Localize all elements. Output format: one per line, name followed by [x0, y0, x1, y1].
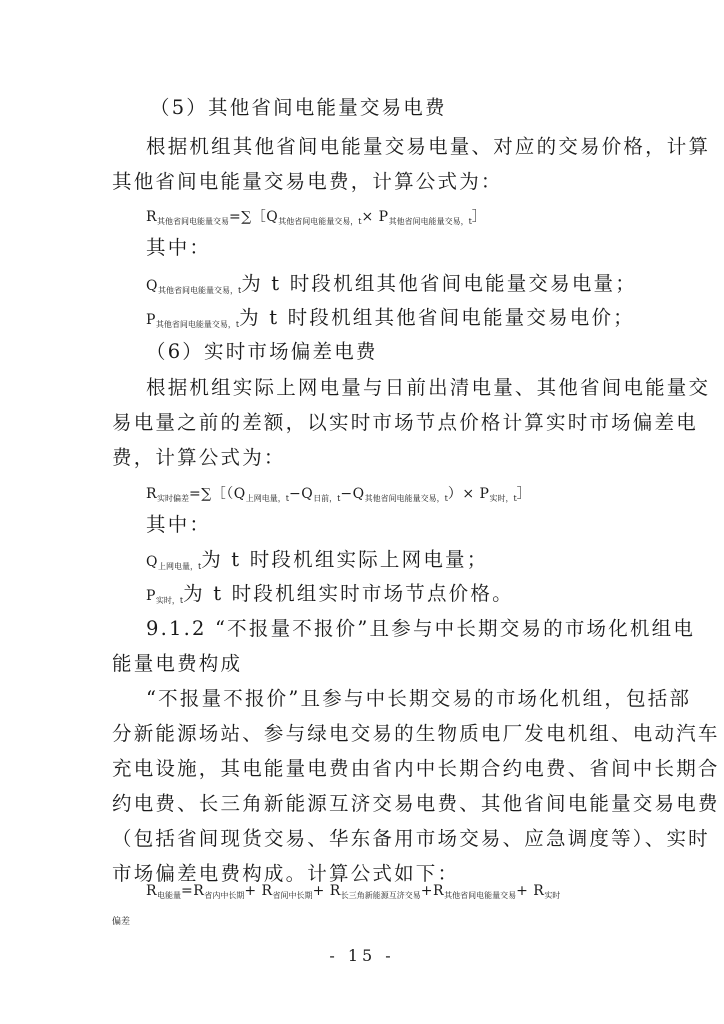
paragraph-line: 根据机组实际上网电量与日前出清电量、其他省间电能量交 — [146, 376, 711, 399]
page-number: - 15 - — [329, 946, 395, 965]
formula-subscript: 其他省间电能量交易，t — [388, 217, 472, 226]
formula-subscript: 日前，t — [313, 494, 341, 503]
paragraph-line: 易电量之前的差额，以实时市场节点价格计算实时市场偏差电 — [112, 411, 698, 434]
formula-subscript: 省间中长期 — [272, 891, 313, 900]
formula-operator: × P — [361, 209, 389, 225]
formula-subscript: 其他省间电能量交易 — [157, 217, 230, 226]
formula-operator: + R — [516, 883, 545, 899]
formula-symbol: P — [146, 588, 156, 604]
formula-realtime-deviation — [146, 482, 531, 508]
paragraph-line: 费，计算公式为： — [112, 446, 286, 469]
formula-symbol: Q — [146, 554, 158, 570]
section-heading-5: （5）其他省间电能量交易电费 — [150, 96, 447, 119]
formula-operator: + R — [312, 883, 341, 899]
definition-text: 为 t 时段机组其他省间电能量交易电价； — [239, 306, 635, 329]
paragraph-line: “不报量不报价”且参与中长期交易的市场化机组，包括部 — [146, 687, 692, 710]
subsection-heading: 9.1.2 “不报量不报价”且参与中长期交易的市场化机组电 — [146, 617, 696, 640]
variable-definition — [146, 548, 488, 576]
formula-subscript: 实时，t — [155, 596, 184, 605]
formula-operator: ）× P — [447, 486, 490, 502]
paragraph-line: 根据机组其他省间电能量交易电量、对应的交易价格，计算 — [146, 135, 711, 158]
formula-operator: −Q — [340, 486, 365, 502]
formula-operator: =∑［Q — [229, 209, 279, 225]
formula-symbol: Q — [146, 278, 158, 294]
formula-symbol: P — [146, 312, 156, 328]
formula-operator: −Q — [288, 486, 314, 502]
paragraph-line: 约电费、长三角新能源互济交易电费、其他省间电能量交易电费 — [112, 792, 720, 815]
definition-text: 为 t 时段机组实时市场节点价格。 — [183, 582, 514, 605]
formula-bracket: ］ — [516, 486, 532, 502]
paragraph-line: 市场偏差电费构成。计算公式如下： — [112, 862, 460, 885]
formula-subscript: 实时 — [544, 891, 561, 900]
formula-symbol: R — [146, 209, 158, 225]
where-label: 其中： — [146, 236, 212, 259]
formula-bracket: ］ — [471, 209, 487, 225]
paragraph-line: 其他省间电能量交易电费，计算公式为： — [112, 170, 503, 193]
variable-definition — [146, 272, 637, 300]
formula-subscript-wrap: 偏差 — [112, 917, 131, 927]
formula-operator: =R — [181, 883, 205, 899]
formula-subscript: 电能量 — [157, 891, 182, 900]
formula-energy-fee — [146, 879, 560, 905]
variable-definition — [146, 582, 514, 610]
section-heading-6: （6）实时市场偏差电费 — [146, 340, 378, 363]
subsection-heading: 能量电费构成 — [112, 652, 243, 675]
formula-operator: + R — [244, 883, 273, 899]
variable-definition — [146, 306, 635, 334]
formula-subscript: 其他省间电能量交易，t — [364, 494, 448, 503]
formula-subscript: 其他省间电能量交易 — [444, 891, 517, 900]
paragraph-line: 分新能源场站、参与绿电交易的生物质电厂发电机组、电动汽车 — [112, 722, 720, 745]
formula-subscript: 实时，t — [489, 494, 517, 503]
paragraph-line: （包括省间现货交易、华东备用市场交易、应急调度等）、实时 — [112, 827, 710, 850]
definition-text: 为 t 时段机组其他省间电能量交易电量； — [241, 272, 637, 295]
formula-other-interprovincial — [146, 205, 486, 231]
formula-subscript: 其他省间电能量交易，t — [157, 286, 242, 295]
formula-subscript: 其他省间电能量交易，t — [155, 320, 240, 329]
formula-subscript: 省内中长期 — [204, 891, 245, 900]
formula-subscript: 上网电量，t — [157, 562, 202, 571]
paragraph-line: 充电设施，其电能量电费由省内中长期合约电费、省间中长期合 — [112, 757, 720, 780]
formula-symbol: R — [146, 486, 158, 502]
formula-subscript: 上网电量，t — [245, 494, 289, 503]
formula-subscript: 长三角新能源互济交易 — [340, 891, 421, 900]
formula-operator: +R — [420, 883, 445, 899]
formula-subscript: 实时偏差 — [157, 494, 190, 503]
formula-symbol: R — [146, 883, 158, 899]
definition-text: 为 t 时段机组实际上网电量； — [201, 548, 489, 571]
where-label: 其中： — [146, 513, 212, 536]
formula-subscript: 其他省间电能量交易，t — [278, 217, 362, 226]
formula-operator: =∑［（Q — [189, 486, 246, 502]
